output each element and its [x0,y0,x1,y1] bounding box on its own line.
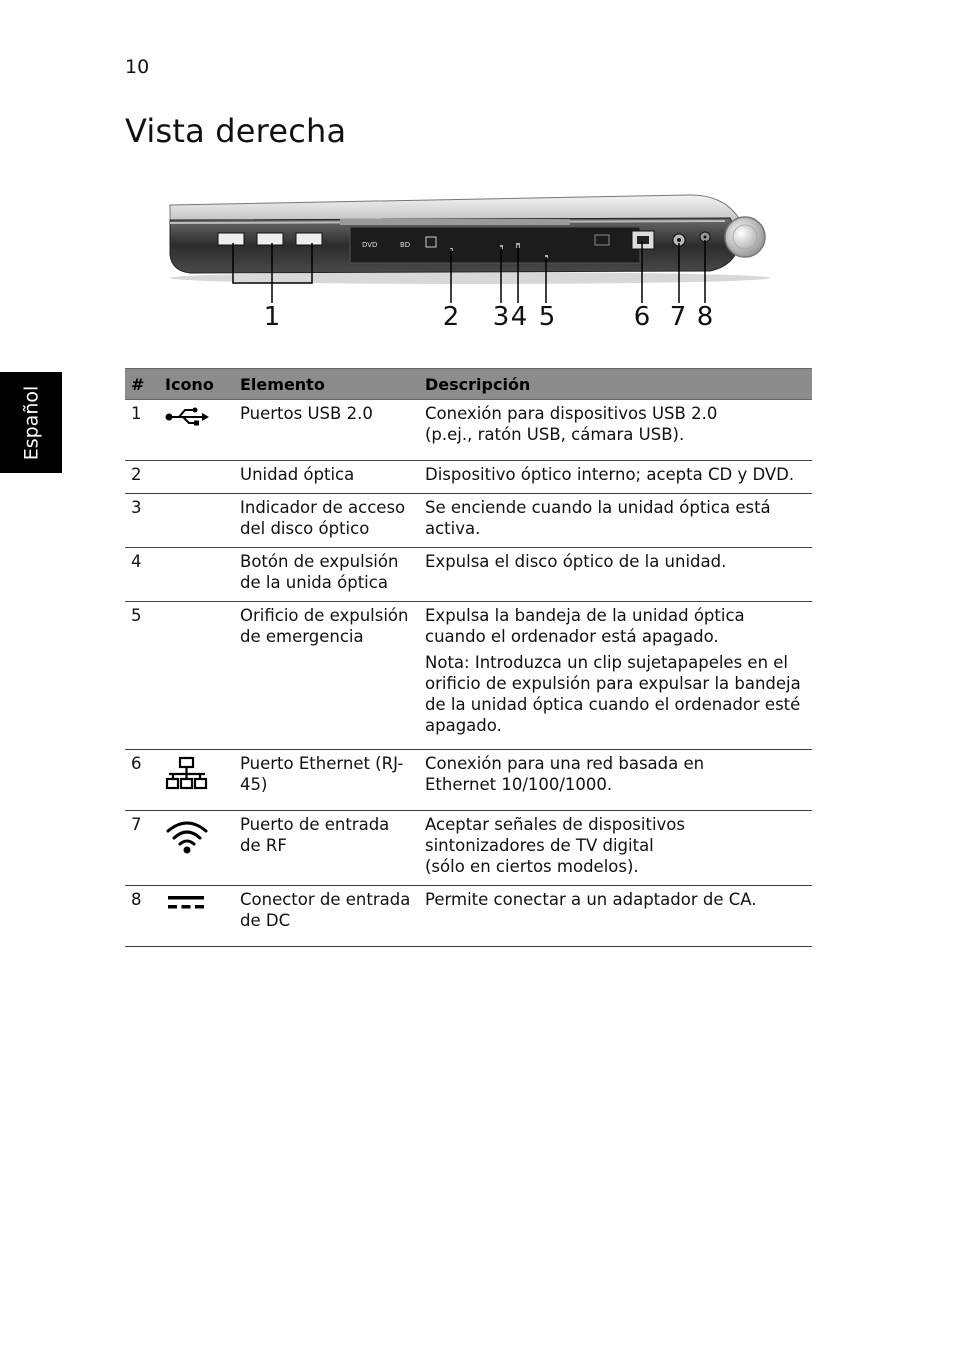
row-element: Unidad óptica [234,461,419,494]
table-row [125,602,812,750]
row-element: Botón de expulsión de la unida óptica [234,548,419,602]
row-description: Se enciende cuando la unidad óptica está activa. [419,494,812,548]
row-description: Aceptar señales de dispositivos sintonizadores de TV digital (sólo en ciertos modelos). [419,811,812,886]
table-row [125,811,812,886]
row-num: 7 [125,811,159,886]
callout-6: 6 [633,302,651,332]
row-description: Permite conectar a un adaptador de CA. [419,886,812,947]
callout-7: 7 [669,302,687,332]
table-row [125,461,812,494]
table-row [125,400,812,461]
row-num: 2 [125,461,159,494]
row-icon-cell [159,811,234,886]
header-description: Descripción [419,369,812,400]
svg-text:DVD: DVD [362,241,378,249]
page-title: Vista derecha [125,112,347,150]
note-text: Introduzca un clip sujetapapeles en el orificio de expulsión para expulsar la bandeja de la unidad óptica cuando el ordenador esté apagado. [425,653,801,735]
callout-3: 3 [492,302,510,332]
row-element: Conector de entrada de DC [234,886,419,947]
row-num: 4 [125,548,159,602]
row-icon-cell [159,750,234,811]
row-element: Puerto de entrada de RF [234,811,419,886]
language-tab [0,372,62,473]
row-element: Orificio de expulsión de emergencia [234,602,419,750]
language-tab-label: Español [20,385,42,460]
wireless-icon [165,817,209,855]
row-description: Expulsa el disco óptico de la unidad. [419,548,812,602]
header-num: # [125,369,159,400]
row-description: Conexión para dispositivos USB 2.0 (p.ej., ratón USB, cámara USB). [419,400,812,461]
row-icon-cell [159,886,234,947]
row-num: 6 [125,750,159,811]
callout-4: 4 [510,302,528,332]
row-icon-cell [159,602,234,750]
row-icon-cell [159,400,234,461]
row-num: 5 [125,602,159,750]
row-description: Expulsa la bandeja de la unidad óptica cuando el ordenador está apagado. Nota: Introduzca un clip sujetapapeles en el orificio de expulsión para expulsar la bandeja de la unidad óptica cuando el ordenador esté apagado. [419,602,812,750]
row-icon-cell [159,494,234,548]
row-description: Conexión para una red basada en Ethernet 10/100/1000. [419,750,812,811]
row-element: Indicador de acceso del disco óptico [234,494,419,548]
table-header-row [125,369,812,400]
dc-in-icon [165,892,209,914]
table-row [125,494,812,548]
row-num: 8 [125,886,159,947]
header-icon: Icono [159,369,234,400]
callout-5: 5 [538,302,556,332]
table-row [125,548,812,602]
table-row [125,886,812,947]
ports-table [125,368,812,947]
network-icon [165,756,209,792]
header-element: Elemento [234,369,419,400]
row-icon-cell [159,548,234,602]
row-element: Puerto Ethernet (RJ-45) [234,750,419,811]
row-element: Puertos USB 2.0 [234,400,419,461]
svg-text:BD: BD [400,241,411,249]
page-number: 10 [125,56,150,78]
table-row [125,750,812,811]
note [425,652,806,736]
row-num: 3 [125,494,159,548]
note-label: Nota: [425,653,470,672]
usb-icon [165,406,209,428]
row-num: 1 [125,400,159,461]
callout-1: 1 [263,302,281,332]
callout-8: 8 [696,302,714,332]
laptop-right-view-illustration [150,185,790,345]
callout-2: 2 [442,302,460,332]
row-description: Dispositivo óptico interno; acepta CD y DVD. [419,461,812,494]
row-icon-cell [159,461,234,494]
